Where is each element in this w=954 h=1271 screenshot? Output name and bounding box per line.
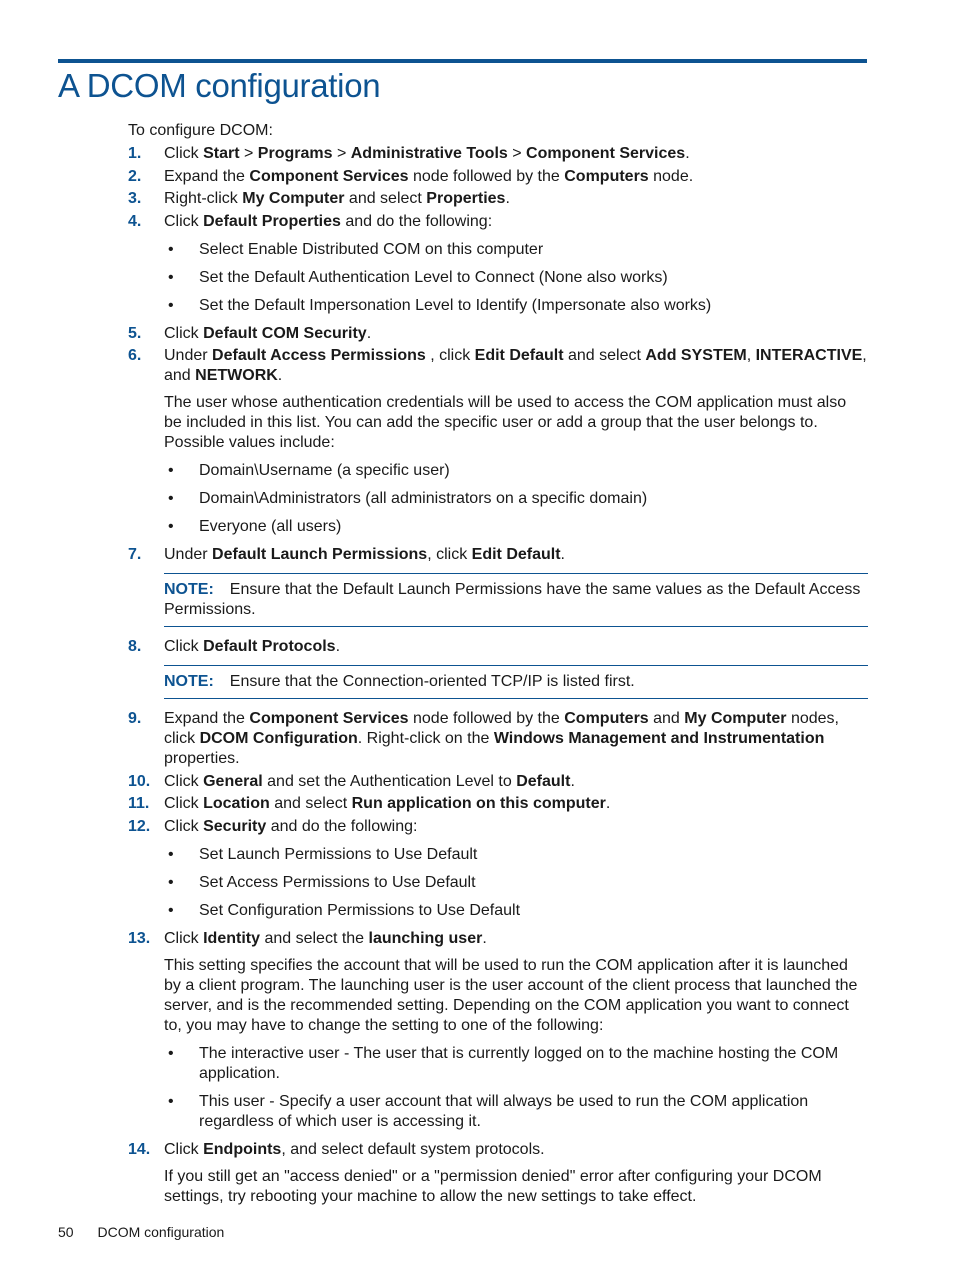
step-text [164,710,839,767]
bullet-list [164,240,868,316]
step-text-segment: Click [164,929,204,947]
page-number: 50 [58,1224,74,1240]
step-paragraph: If you still get an "access denied" or a "permission denied" error after configuring your DCOM settings, try rebooting your machine to allow the new settings to take effect. [164,1167,822,1205]
bullet-item: • Set Launch Permissions to Use Default [164,845,868,865]
step-item [128,817,868,921]
step-item [128,1140,868,1207]
step-bold-text: NETWORK [195,367,278,384]
step-bold-text: Security [203,817,267,835]
step-text [164,168,693,185]
step-item [128,346,868,537]
step-text [164,325,371,342]
step-item [128,144,868,164]
steps-list [128,144,868,1207]
step-text-segment: and do the following: [340,212,493,230]
step-text [164,818,417,835]
step-text-segment: > [507,145,527,162]
step-text [164,213,492,230]
step-bold-text: Default Access Permissions [212,347,426,364]
bullet-item: • Set the Default Authentication Level to Connect (None also works) [164,268,868,288]
step-text-segment: > [239,145,258,162]
step-bold-text: Default [516,772,571,790]
bullet-list [164,845,868,921]
step-text-segment: . [277,367,283,384]
step-bold-text: My Computer [242,190,345,207]
step-bold-text: Component Services [249,167,409,185]
bullet-item: • Set Access Permissions to Use Default [164,873,868,893]
step-text [164,190,510,207]
step-bold-text: Default Launch Permissions [212,546,428,563]
note-box [164,573,868,627]
step-number: 8. [128,638,142,655]
step-text-segment: , click [425,347,475,364]
step-text-segment: , and [164,347,867,384]
step-text-segment: Under [164,546,213,563]
step-bold-text: Start [203,145,240,162]
step-text-segment: and select [563,347,646,364]
step-text-segment: Click [164,145,204,162]
page-footer [58,1222,224,1242]
step-item [128,637,868,699]
step-paragraph: The user whose authentication credentials will be used to access the COM application must also be included in this list. You can add the specific user or add a group that the user belongs to. Possible values include: [164,394,847,451]
step-bold-text: Default Protocols [203,638,336,655]
bullet-item: • Select Enable Distributed COM on this computer [164,240,868,260]
step-number: 9. [128,710,142,727]
step-item [128,772,868,792]
step-number: 4. [128,212,142,230]
step-text-segment: Click [164,638,204,655]
step-text-segment: and set the Authentication Level to [262,772,517,790]
step-bold-text: My Computer [684,710,787,727]
step-text-segment: and select the [260,929,369,947]
step-bold-text: Component Services [249,710,409,727]
step-text-segment: Expand the [164,710,250,727]
step-item [128,212,868,316]
step-number: 1. [128,145,142,162]
note-text: Ensure that the Connection-oriented TCP/IP is listed first. [229,673,635,690]
step-text-segment: , and select default system protocols. [281,1140,545,1158]
footer-section-title: DCOM configuration [97,1224,225,1240]
step-text-segment: Click [164,212,204,230]
note-text: Ensure that the Default Launch Permissions have the same values as the Default Access Permissions. [164,581,861,618]
note-label: NOTE: [164,581,214,598]
step-text-segment: node. [648,167,694,185]
step-bold-text: Component Services [526,145,686,162]
step-item [128,167,868,187]
step-text-segment: Click [164,324,204,342]
step-text-segment: . [560,546,565,563]
step-text-segment: node followed by the [408,167,565,185]
step-bold-text: Administrative Tools [350,145,508,162]
step-text-segment: . Right-click on the [357,730,494,747]
step-item [128,709,868,769]
step-bold-text: Programs [257,145,333,162]
step-text [164,145,690,162]
step-text-segment: Right-click [164,190,243,207]
step-number: 13. [128,929,151,947]
step-text-segment: Click [164,817,204,835]
step-text-segment: and select [344,190,427,207]
step-bold-text: Endpoints [203,1140,282,1158]
step-text [164,638,340,655]
step-bold-text: Windows Management and Instrumentation [493,730,825,747]
step-number: 3. [128,190,142,207]
note-box [164,665,868,699]
step-text-segment: . [366,324,372,342]
step-text-segment: properties. [164,750,240,767]
step-bold-text: INTERACTIVE [755,347,863,364]
step-number: 12. [128,817,151,835]
step-number: 7. [128,546,142,563]
step-text-segment: Click [164,1140,204,1158]
page-title: A DCOM configuration [58,67,381,104]
step-bold-text: DCOM Configuration [199,730,358,747]
bullet-item: • Set the Default Impersonation Level to Identify (Impersonate also works) [164,296,868,316]
step-bold-text: Default Properties [203,212,341,230]
step-bold-text: Computers [564,167,649,185]
step-text-segment: , [746,347,756,364]
step-text-segment: . [605,795,611,812]
step-text-segment: and do the following: [266,817,418,835]
step-text-segment: node followed by the [408,710,565,727]
bullet-item: • This user - Specify a user account that will always be used to run the COM application regardless of which user is accessing it. [164,1092,868,1132]
bullet-item: • Domain\Administrators (all administrators on a specific domain) [164,489,868,509]
bullet-list [164,461,868,537]
step-number: 14. [128,1140,151,1158]
step-bold-text: Add SYSTEM [645,347,747,364]
step-item [128,794,868,814]
note-label: NOTE: [164,673,214,690]
step-bold-text: Run application on this computer [351,795,606,812]
step-text-segment: . [570,772,575,790]
page-body [128,121,868,1211]
step-number: 10. [128,772,151,790]
bullet-item: • The interactive user - The user that is currently logged on to the machine hosting the COM application. [164,1044,868,1084]
step-item [128,324,868,344]
step-text-segment: and select [269,795,352,812]
step-bold-text: Edit Default [474,347,564,364]
step-bold-text: Location [203,795,270,812]
step-text [164,773,575,790]
bullet-item: • Set Configuration Permissions to Use Default [164,901,868,921]
step-number: 2. [128,167,142,185]
step-item [128,545,868,627]
step-text-segment: Under [164,347,213,364]
step-number: 6. [128,347,142,364]
step-bold-text: Default COM Security [203,324,367,342]
step-item [128,189,868,209]
step-text-segment: Expand the [164,167,250,185]
bullet-item: • Domain\Username (a specific user) [164,461,868,481]
step-text-segment: Click [164,795,204,812]
step-bold-text: Identity [203,929,260,947]
step-number: 5. [128,324,142,342]
step-paragraph: This setting specifies the account that will be used to run the COM application after it is launched by a client program. The launching user is the user account of the client process that launched the server, and is the recommended setting. Depending on the COM application you want to connect to, you may have to change the setting to one of the following: [164,956,858,1034]
step-bold-text: launching user [368,929,483,947]
intro-text: To configure DCOM: [128,122,273,139]
step-text-segment: . [482,929,487,947]
step-text [164,1141,545,1158]
step-bold-text: Computers [564,710,649,727]
step-bold-text: General [203,772,263,790]
step-number: 11. [128,795,150,812]
step-item [128,929,868,1132]
step-text [164,546,565,563]
step-text-segment: . [685,145,690,162]
bullet-list [164,1044,868,1132]
step-text [164,930,487,947]
step-text [164,795,610,812]
step-text-segment: . [335,638,341,655]
step-text [164,347,867,384]
step-text-segment: and [648,710,685,727]
step-text-segment: nodes, click [164,710,839,747]
bullet-item: • Everyone (all users) [164,517,868,537]
step-text-segment: Click [164,772,204,790]
step-bold-text: Properties [426,190,506,207]
step-text-segment: > [332,145,351,162]
step-text-segment: , click [427,546,472,563]
step-text-segment: . [505,190,510,207]
step-bold-text: Edit Default [471,546,561,563]
